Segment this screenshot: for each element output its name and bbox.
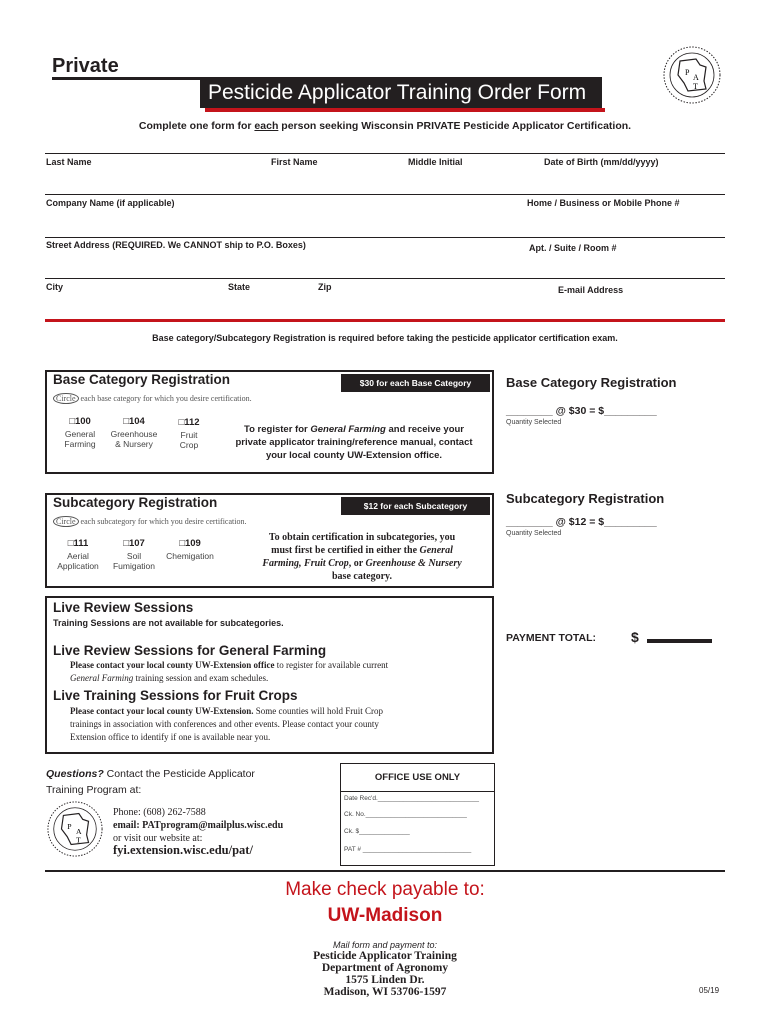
base-option-112[interactable]: □112 Fruit Crop: [178, 417, 200, 450]
zip-label: Zip: [318, 282, 332, 292]
field-rule: [45, 237, 725, 238]
office-date-field: Date Rec'd.____________________________: [344, 795, 479, 802]
field-rule: [45, 278, 725, 279]
contact-phone: Phone: (608) 262-7588: [113, 807, 206, 818]
base-category-title: Base Category Registration: [53, 372, 231, 387]
live-review-title: Live Review Sessions: [53, 600, 194, 615]
state-label: State: [228, 282, 251, 292]
subcategory-title: Subcategory Registration: [53, 495, 218, 510]
first-name-label: First Name: [271, 157, 318, 167]
apt-label: Apt. / Suite / Room #: [529, 243, 617, 253]
payment-total-field[interactable]: [647, 639, 712, 643]
contact-email[interactable]: email: PATprogram@mailplus.wisc.edu: [113, 820, 284, 831]
base-hint: Circle each base category for which you desire certification.: [53, 394, 252, 403]
footer-rule: [45, 870, 725, 872]
office-pat-field: PAT # ______________________________: [344, 846, 472, 853]
sub-option-107[interactable]: □107 Soil Fumigation: [112, 538, 156, 571]
seal-letter-p: P: [685, 68, 690, 77]
seal-letter-t: T: [693, 82, 698, 91]
base-summary-title: Base Category Registration: [506, 375, 677, 390]
middle-initial-label: Middle Initial: [408, 157, 463, 167]
pat-seal-logo: [662, 45, 722, 105]
sub-instructions: To obtain certification in subcategories, you must first be certified in either the General Farming, Fruit Crop, or Greenhouse & Nursery base category.: [262, 532, 462, 582]
payment-dollar-sign: $: [631, 629, 639, 645]
small-seal-letter-a: A: [75, 826, 82, 836]
mailing-address: Pesticide Applicator Training Department of Agronomy 1575 Linden Dr. Madison, WI 53706-1597: [313, 950, 457, 998]
small-seal-letter-t: T: [75, 835, 81, 845]
contact-visit: or visit our website at:: [113, 833, 203, 844]
company-label: Company Name (if applicable): [46, 198, 175, 208]
phone-label: Home / Business or Mobile Phone #: [527, 198, 680, 208]
base-option-104[interactable]: □104 Greenhouse & Nursery: [110, 416, 158, 449]
header-rule: [52, 77, 200, 80]
sub-option-111[interactable]: □111 Aerial Application: [57, 538, 99, 571]
sub-qty-label: Quantity Selected: [506, 530, 562, 537]
base-instructions: To register for General Farming and receive your private applicator training/reference manual, contact your local county UW-Extension office.: [235, 424, 473, 461]
sub-hint: Circle each subcategory for which you desire certification.: [53, 517, 246, 526]
payable-heading: Make check payable to:: [285, 879, 485, 900]
sub-summary-title: Subcategory Registration: [506, 491, 665, 506]
small-seal-letter-p: P: [67, 822, 72, 831]
contact-website-link[interactable]: fyi.extension.wisc.edu/pat/: [113, 843, 253, 857]
sub-calc-line[interactable]: ________ @ $12 = $_________: [506, 516, 657, 528]
payee-name: UW-Madison: [327, 905, 443, 926]
intro-text: Complete one form for each person seeking Wisconsin PRIVATE Pesticide Applicator Certification.: [138, 120, 632, 132]
fc-sessions-title: Live Training Sessions for Fruit Crops: [53, 688, 298, 703]
base-qty-label: Quantity Selected: [506, 419, 562, 426]
email-label: E-mail Address: [558, 285, 624, 295]
gf-sessions-text: Please contact your local county UW-Extension office to register for available current General Farming training session and exam schedules.: [70, 660, 389, 683]
sub-option-109[interactable]: □109 Chemigation: [166, 538, 214, 561]
questions-text: Questions? Contact the Pesticide Applicator Training Program at:: [46, 768, 255, 796]
city-label: City: [46, 282, 64, 292]
last-name-label: Last Name: [46, 157, 92, 167]
revision-date: 05/19: [699, 986, 720, 995]
office-ck-amount-field: Ck. $______________: [344, 828, 410, 835]
street-label: Street Address (REQUIRED. We CANNOT ship to P.O. Boxes): [46, 240, 306, 250]
contact-details: [113, 806, 283, 845]
base-calc-line[interactable]: ________ @ $30 = $_________: [506, 405, 657, 417]
mail-instructions: Mail form and payment to:: [332, 940, 438, 950]
title-accent: [205, 108, 605, 112]
office-use-title: OFFICE USE ONLY: [374, 772, 461, 783]
gf-sessions-title: Live Review Sessions for General Farming: [53, 643, 327, 658]
field-rule: [45, 153, 725, 154]
sub-price-badge: $12 for each Subcategory: [341, 497, 490, 515]
office-ck-no-field: Ck. No.____________________________: [344, 811, 467, 818]
form-title: Pesticide Applicator Training Order Form: [200, 77, 602, 108]
pat-seal-logo-small: [46, 800, 104, 858]
office-divider: [340, 791, 495, 792]
dob-label: Date of Birth (mm/dd/yyyy): [544, 157, 659, 167]
fc-sessions-text: Please contact your local county UW-Extension. Some counties will hold Fruit Crop trainings in association with conferences and other events. Please contact your county Extension office to identify if one is available near you.: [70, 706, 383, 742]
section-divider: [45, 319, 725, 322]
seal-letter-a: A: [693, 73, 699, 82]
field-rule: [45, 194, 725, 195]
live-review-note: Training Sessions are not available for subcategories.: [53, 618, 284, 628]
private-heading: Private: [52, 55, 119, 77]
base-price-badge: $30 for each Base Category: [341, 374, 490, 392]
registration-note: Base category/Subcategory Registration is required before taking the pesticide applicator certification exam.: [152, 333, 618, 343]
base-option-100[interactable]: □100 General Farming: [64, 416, 96, 449]
payment-total-label: PAYMENT TOTAL:: [506, 632, 597, 644]
